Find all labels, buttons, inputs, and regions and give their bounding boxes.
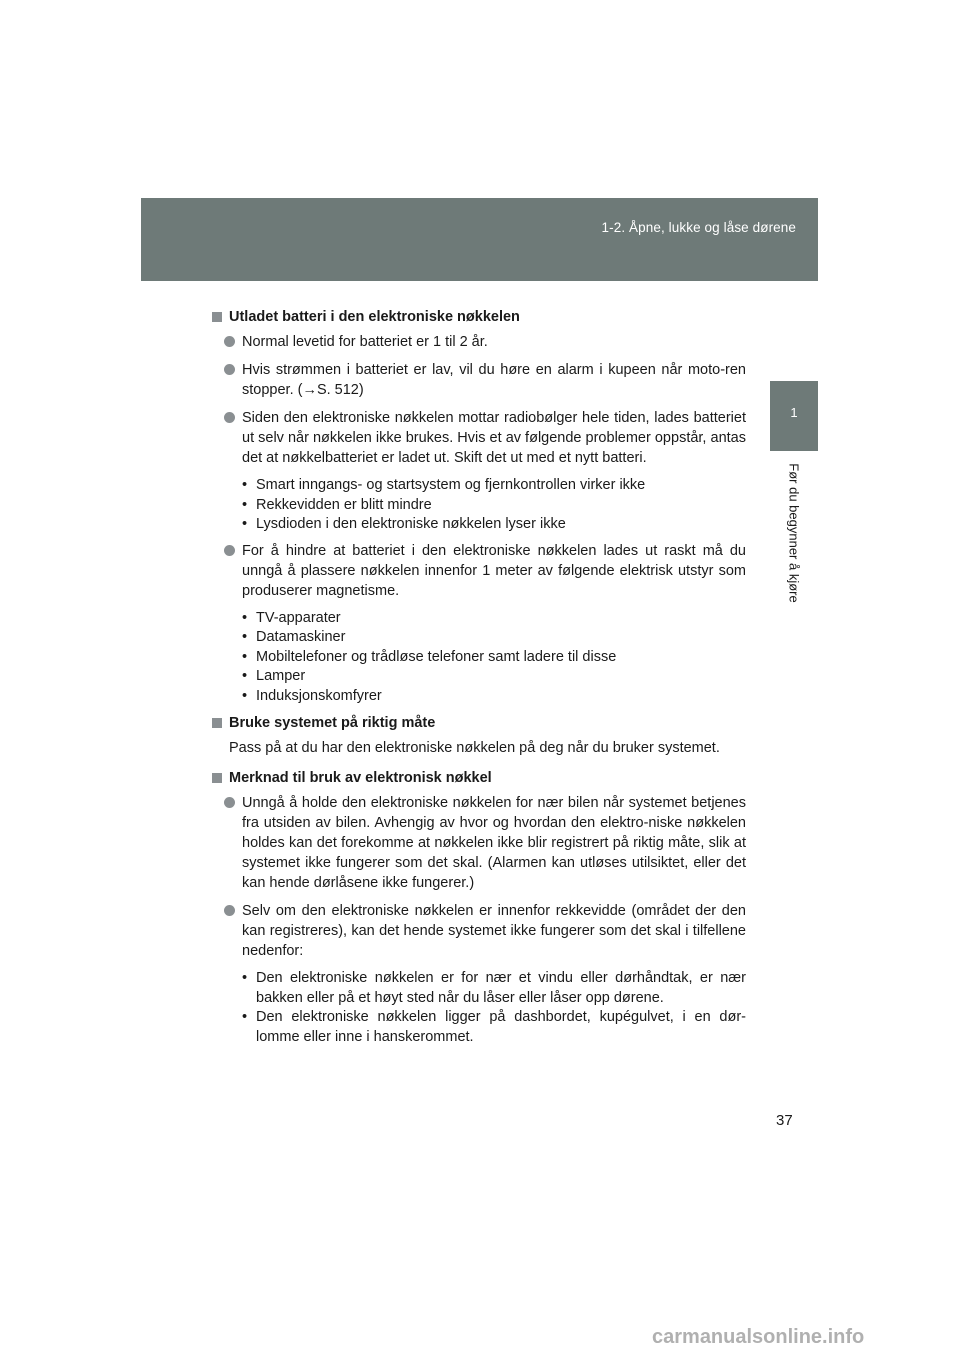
round-bullet-icon xyxy=(224,364,235,375)
sub-list-item-text: Smart inngangs- og startsystem og fjernkontrollen virker ikke xyxy=(256,477,646,493)
dot-bullet-icon: • xyxy=(242,970,248,986)
round-bullet-icon xyxy=(224,336,235,347)
header-band xyxy=(141,198,818,281)
section-heading xyxy=(212,712,746,734)
paragraph: Pass på at du har den elektroniske nøkkelen på deg når du bruker systemet. xyxy=(229,740,720,756)
round-bullet-icon xyxy=(224,905,235,916)
chapter-tab xyxy=(770,381,818,451)
square-bullet-icon xyxy=(212,312,222,322)
sub-list xyxy=(242,476,746,535)
sub-list-item-text: Lamper xyxy=(256,668,306,684)
square-bullet-icon xyxy=(212,718,222,728)
dot-bullet-icon: • xyxy=(242,477,248,493)
sub-list-item xyxy=(242,687,746,707)
sub-list xyxy=(242,609,746,707)
sub-list-item-text: Den elektroniske nøkkelen ligger på dashbordet, kupégulvet, i en dør-lomme eller inne i hanskerommet. xyxy=(256,1009,746,1045)
list-item-text: Normal levetid for batteriet er 1 til 2 år. xyxy=(242,334,488,350)
sub-list-item xyxy=(242,609,746,629)
sub-list-item xyxy=(242,648,746,668)
dot-bullet-icon: • xyxy=(242,668,248,684)
round-bullet-icon xyxy=(224,412,235,423)
sub-list-item xyxy=(242,969,746,1008)
sub-list-item-text: TV-apparater xyxy=(256,609,341,626)
dot-bullet-icon: • xyxy=(242,1009,248,1025)
list-item xyxy=(212,901,746,961)
sub-list xyxy=(242,969,746,1047)
section-title: 1-2. Åpne, lukke og låse dørene xyxy=(601,220,796,235)
dot-bullet-icon: • xyxy=(242,609,248,626)
sub-list-item xyxy=(242,476,746,496)
sub-list-item-text: Induksjonskomfyrer xyxy=(256,687,382,704)
chapter-label: Før du begynner å kjøre xyxy=(786,463,802,603)
list-item xyxy=(212,793,746,893)
section-heading-text: Bruke systemet på riktig måte xyxy=(229,715,436,731)
dot-bullet-icon: • xyxy=(242,496,248,513)
square-bullet-icon xyxy=(212,773,222,783)
list-item-text: Unngå å holde den elektroniske nøkkelen for nær bilen når systemet betjenes fra utsiden av bilen. Avhengig av hvor og hvordan den elektro-niske nøkkelen holdes kan det forekomme at nøkkelen ikke blir registrert på riktig måte, slik at systemet ikke fungerer som det skal. (Alarmen kan utløses utilsiktet, eller det kan hende dørlåsene ikke fungerer.) xyxy=(242,795,746,891)
sub-list-item xyxy=(242,628,746,648)
dot-bullet-icon: • xyxy=(242,648,248,665)
dot-bullet-icon: • xyxy=(242,629,248,645)
round-bullet-icon xyxy=(224,545,235,556)
sub-list-item-text: Mobiltelefoner og trådløse telefoner samt ladere til disse xyxy=(256,648,617,665)
sub-list-item xyxy=(242,515,746,535)
page-number: 37 xyxy=(776,1112,793,1129)
list-item-text: Hvis strømmen i batteriet er lav, vil du høre en alarm i kupeen når moto-ren stopper. (→S. 512) xyxy=(242,362,746,398)
chapter-number: 1 xyxy=(790,405,798,420)
list-item xyxy=(212,408,746,468)
sub-list-item xyxy=(242,496,746,516)
section-heading-text: Merknad til bruk av elektronisk nøkkel xyxy=(229,770,492,786)
sub-list-item xyxy=(242,1008,746,1047)
dot-bullet-icon: • xyxy=(242,687,248,704)
sub-list-item-text: Rekkevidden er blitt mindre xyxy=(256,496,432,513)
sub-list-item-text: Datamaskiner xyxy=(256,629,346,645)
section-heading xyxy=(212,767,746,789)
sub-list-item-text: Den elektroniske nøkkelen er for nær et vindu eller dørhåndtak, er nær bakken eller på et høyt sted når du låser eller låser opp dørene. xyxy=(256,970,746,1006)
list-item xyxy=(212,541,746,601)
sub-list-item xyxy=(242,667,746,687)
list-item xyxy=(212,360,746,400)
list-item-text: For å hindre at batteriet i den elektroniske nøkkelen lades ut raskt må du unngå å plassere nøkkelen innenfor 1 meter av følgende elektrisk utstyr som produserer magnetisme. xyxy=(242,542,746,599)
dot-bullet-icon: • xyxy=(242,516,248,532)
section-heading xyxy=(212,306,746,328)
list-item-text: Siden den elektroniske nøkkelen mottar radiobølger hele tiden, lades batteriet ut selv når nøkkelen ikke brukes. Hvis et av følgende problemer oppstår, antas det at nøkkelbatteriet er ladet ut. Skift det ut med et nytt batteri. xyxy=(242,410,746,466)
watermark: carmanualsonline.info xyxy=(652,1326,865,1348)
page-content xyxy=(212,306,746,1053)
round-bullet-icon xyxy=(224,797,235,808)
section-heading-text: Utladet batteri i den elektroniske nøkkelen xyxy=(229,309,520,325)
list-item-text: Selv om den elektroniske nøkkelen er innenfor rekkevidde (området der den kan registreres), kan det hende systemet ikke fungerer som det skal i tilfellene nedenfor: xyxy=(242,903,746,959)
list-item xyxy=(212,332,746,352)
sub-list-item-text: Lysdioden i den elektroniske nøkkelen lyser ikke xyxy=(256,516,566,532)
